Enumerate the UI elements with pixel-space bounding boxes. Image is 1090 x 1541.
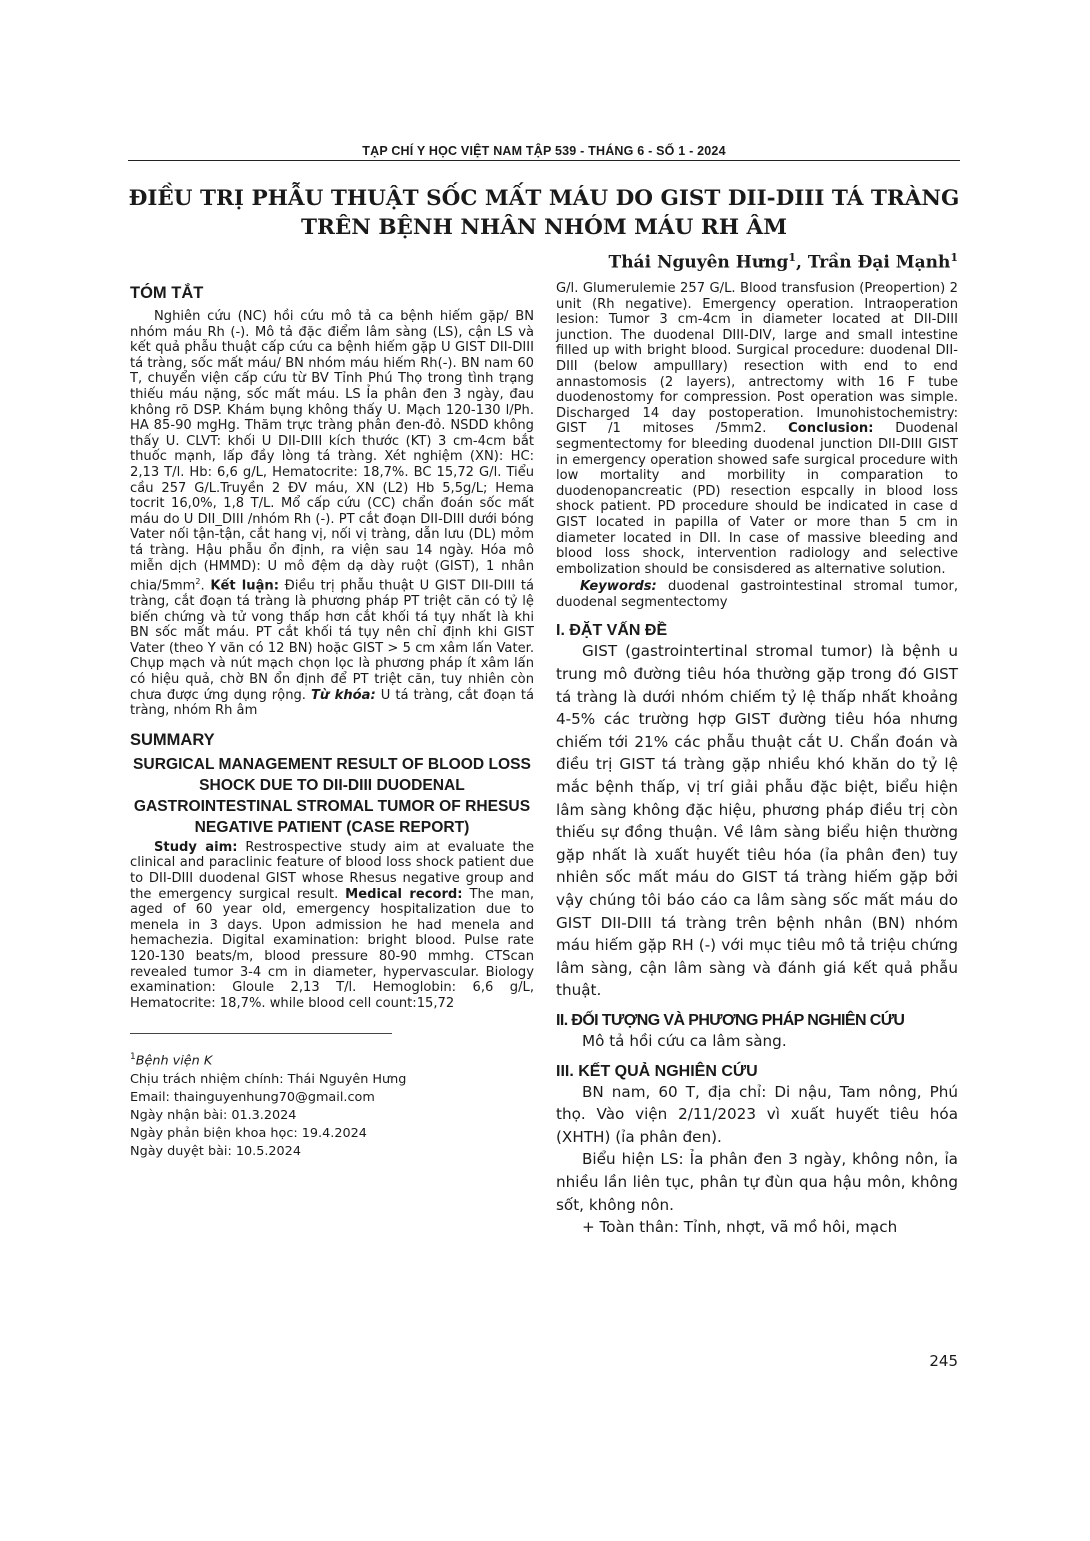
keywords-label-vn: Từ khóa: — [310, 687, 376, 703]
section-1-text: GIST (gastrointertinal stromal tumor) là bệnh u trung mô đường tiêu hóa thường gặp trong đó GIST tá tràng là dưới nhóm chiếm tỷ lệ thấp nhất khoảng 4-5% các trường hợp GIST đường tiêu hóa nhưng chiếm tới 21% các phẫu thuật cắt U. Chẩn đoán và điều trị GIST tá tràng gặp nhiều khó khăn do tỷ lệ mắc bệnh thấp, vị trí giải phẫu đặc biệt, biểu hiện lâm sàng không đặc hiệu, phương pháp điều trị còn thiếu sự đồng thuận. Về lâm sàng biểu hiện thường gặp nhất là xuất huyết tiêu hóa (ỉa phân đen) tuy nhiên sốc mất máu do GIST tá tràng hiếm gặp bởi vậy chúng tôi báo cáo ca lâm sàng sốc mất máu do GIST DII-DIII tá tràng trên bệnh nhân (BN) nhóm máu hiếm gặp RH (-) với mục tiêu mô tả triệu chứng lâm sàng, cận lâm sàng và đánh giá kết quả phẫu thuật. — [556, 642, 958, 1000]
conclusion-label: Kết luận: — [210, 578, 279, 594]
summary-heading: SUMMARY — [130, 730, 215, 749]
medical-record-left: The man, aged of 60 year old, emergency hospitalization due to menela in 3 days. Upon admission he had menela and hemachezia. Digital examination: bright blood. Pulse rate 120-130 beats/m, blood pressure 80-90 mmhg. CTScan revealed tumor 3-4 cm in diameter, hypervascular. Biology examination: Gloule 2,13 T/l. Hemoglobin: 6,6 g/L, Hematocrite: 18,7%. while blood cell count:15,72 — [130, 886, 535, 1011]
conclusion-label-en: Conclusion: — [788, 421, 874, 437]
medical-record-right: G/l. Glumerulemie 257 G/L. Blood transfusion (Preopertion) 2 unit (Rh negative). Emergency operation. Intraoperation lesion: Tumor 3 cm-4cm in diameter located at DII-DIII junction. The duodenal DIII-DIV, large and small intestine filled up with bright blood. Surgical procedure: duodenal DII-DIII (below ampulllary) resection with end to end annastomosis (2 layers), antrectomy with 16 F tube duodenostomy for compression. Post operation was simple. Discharged 14 day postoperation. Imunohistochemistry: GIST /1 mitoses /5mm2. — [556, 281, 958, 437]
author-1: Thái Nguyên Hưng — [608, 252, 789, 273]
section-2-heading: II. ĐỐI TƯỢNG VÀ PHƯƠNG PHÁP NGHIÊN CỨU — [556, 1011, 905, 1029]
keywords-en: duodenal gastrointestinal stromal tumor, duodenal segmentectomy — [556, 579, 958, 610]
section-3-heading: III. KẾT QUẢ NGHIÊN CỨU — [556, 1062, 758, 1080]
section-3-para-3: + Toàn thân: Tỉnh, nhợt, vã mồ hôi, mạch — [582, 1218, 898, 1237]
section-3-para-1: BN nam, 60 T, địa chỉ: Di nậu, Tam nông, Phú thọ. Vào viện 2/11/2023 vì xuất huyết tiêu hóa (XHTH) (ỉa phân đen). — [556, 1082, 958, 1146]
period: . — [200, 578, 205, 594]
footnote-reviewed: Ngày phản biện khoa học: 19.4.2024 — [130, 1125, 367, 1141]
footnote-rule — [130, 1033, 392, 1034]
title-line-1: ĐIỀU TRỊ PHẪU THUẬT SỐC MẤT MÁU DO GIST DII-DIII TÁ TRÀNG — [128, 186, 960, 211]
section-2-text: Mô tả hồi cứu ca lâm sàng. — [582, 1031, 787, 1050]
footnote-received: Ngày nhận bài: 01.3.2024 — [130, 1107, 297, 1123]
author-2-affil: 1 — [950, 251, 958, 264]
footnote-affiliation — [130, 1048, 534, 1070]
abstract-vn-part-a: Nghiên cứu (NC) hồi cứu mô tả ca bệnh hiếm gặp/ BN nhóm máu Rh (-). Mô tả đặc điểm lâm sàng (LS), cận LS và kết quả phẫu thuật cấp cứu ca bệnh hiếm gặp U GIST DII-DIII tá tràng, sốc mất máu/ BN nhóm máu hiếm Rh(-). BN nam 60 T, chuyển viện cấp cứu từ BV Tỉnh Phú Thọ trong tình trạng thiếu máu nặng, sốc mất máu. LS Ỉa phân đen 3 ngày, đau không rõ DSP. Khám bụng không thấy U. Mạch 120-130 l/Ph. HA 85-90 mgHg. Thăm trực tràng phân đen-đỏ. NSDD không thấy U. CLVT: khối U DII-DIII kích thước (KT) 3 cm-4cm bắt thuốc mạnh, lấp đầy lòng tá tràng. Xét nghiệm (XN): HC: 2,13 T/l. Hb: 6,6 g/L, Hematocrite: 18,7%. BC 15,72 G/l. Tiểu cầu 257 G/L.Truyền 2 ĐV máu, XN (L2) Hb 5,5g/L; Hema tocrit 16,0%, 1,8 T/L. Mổ cấp cứu (CC) chẩn đoán sốc mất máu do U DII_DIII /nhóm Rh (-). PT cắt đoạn DII-DIII dưới bóng Vater nối tận-tận, cắt hang vị, nối vị tràng, dẫn lưu (DL) mỏm tá tràng. Hậu phẫu ổn định, ra viện sau 14 ngày. Hóa mô miễn dịch (HMMD): U mô đệm dạ dày ruột (GIST), 1 nhân chia/5mm — [130, 309, 534, 594]
journal-header: TẠP CHÍ Y HỌC VIỆT NAM TẬP 539 - THÁNG 6 - SỐ 1 - 2024 — [362, 144, 726, 158]
summary-para — [130, 840, 534, 1012]
abstract-vn-text — [130, 309, 534, 719]
section-3-body — [556, 1081, 958, 1239]
section-2-body — [556, 1030, 958, 1053]
section-1-heading: I. ĐẶT VẤN ĐỀ — [556, 622, 668, 640]
footnote-sup: 1 — [130, 1052, 136, 1063]
abstract-heading: TÓM TẮT — [130, 284, 204, 302]
keywords-en-para — [556, 579, 958, 610]
medical-record-label: Medical record: — [345, 886, 463, 902]
footnote — [130, 1048, 534, 1160]
summary-title: SURGICAL MANAGEMENT RESULT OF BLOOD LOSS SHOCK DUE TO DII-DIII DUODENAL GASTROINTESTINAL STROMAL TUMOR OF RHESUS NEGATIVE PATIENT (CASE REPORT) — [133, 755, 531, 836]
header-rule — [128, 160, 960, 161]
section-1-body — [556, 640, 958, 1002]
title-line-2: TRÊN BỆNH NHÂN NHÓM MÁU RH ÂM — [300, 215, 788, 240]
superscript: 2 — [195, 577, 201, 587]
article-title — [128, 184, 960, 242]
left-column — [130, 284, 534, 1161]
abstract-vn-part-b: Điều trị phẫu thuật U GIST DII-DIII tá tràng, cắt đoạn tá tràng là phương pháp PT triệt căn có tỷ lệ biến chứng và tử vong thấp hơn cắt khối tá tụy nhất là khi BN sốc mất máu. PT cắt khối tá tụy nên chỉ định khi GIST Vater (theo Y văn có 12 BN) hoặc GIST > 5 cm xâm lấn Vater. Chụp mạch và nút mạch chọn lọc là phương pháp ít xâm lấn có hiệu quả, chờ BN ổn định để PT triệt căn, tuy nhiên còn chưa được ứng dụng rộng. — [130, 578, 534, 703]
summary-continued — [556, 281, 958, 577]
affiliation-text: Bệnh viện K — [135, 1053, 213, 1069]
author-2: Trần Đại Mạnh — [807, 252, 951, 273]
author-separator: , — [796, 252, 808, 273]
page-number: 245 — [929, 1352, 958, 1370]
footnote-corresponding: Chịu trách nhiệm chính: Thái Nguyên Hưng — [130, 1071, 407, 1087]
footnote-accepted: Ngày duyệt bài: 10.5.2024 — [130, 1143, 301, 1159]
summary-text-right — [556, 281, 958, 610]
right-column — [556, 281, 958, 1239]
keywords-vn: U tá tràng, cắt đoạn tá tràng, nhóm Rh âm — [130, 687, 535, 719]
summary-text-left — [130, 840, 534, 1012]
conclusion-en: Duodenal segmentectomy for bleeding duodenal junction DII-DIII GIST in emergency operation showed safe surgical procedure with low mortality and morbility in comparation to duodenopancreatic (PD) resection espcally in blood loss shock patient. PD procedure should be indicated in case d GIST located in papilla of Vater or more than 5 cm in diameter located in DII. In case of massive bleeding and blood loss shock, intervention radiology and selective embolization should be consisdered as alternative solution. — [556, 421, 958, 577]
footnote-email: Email: thainguyenhung70@gmail.com — [130, 1089, 375, 1105]
abstract-vn — [130, 309, 534, 719]
author-1-affil: 1 — [788, 251, 797, 264]
study-aim-label: Study aim: — [154, 839, 238, 855]
section-3-para-2: Biểu hiện LS: Ỉa phân đen 3 ngày, không nôn, ỉa nhiều lần liên tục, phân tự đùn qua hậu môn, không sốt, không nôn. — [556, 1150, 958, 1214]
author-line — [609, 251, 958, 273]
keywords-label-en: Keywords: — [580, 579, 657, 595]
study-aim: Restrospective study aim at evaluate the clinical and paraclinic feature of blood loss shock patient due to DII-DIII duodenal GIST whose Rhesus negative group and the emergency surgical result. — [130, 839, 534, 902]
